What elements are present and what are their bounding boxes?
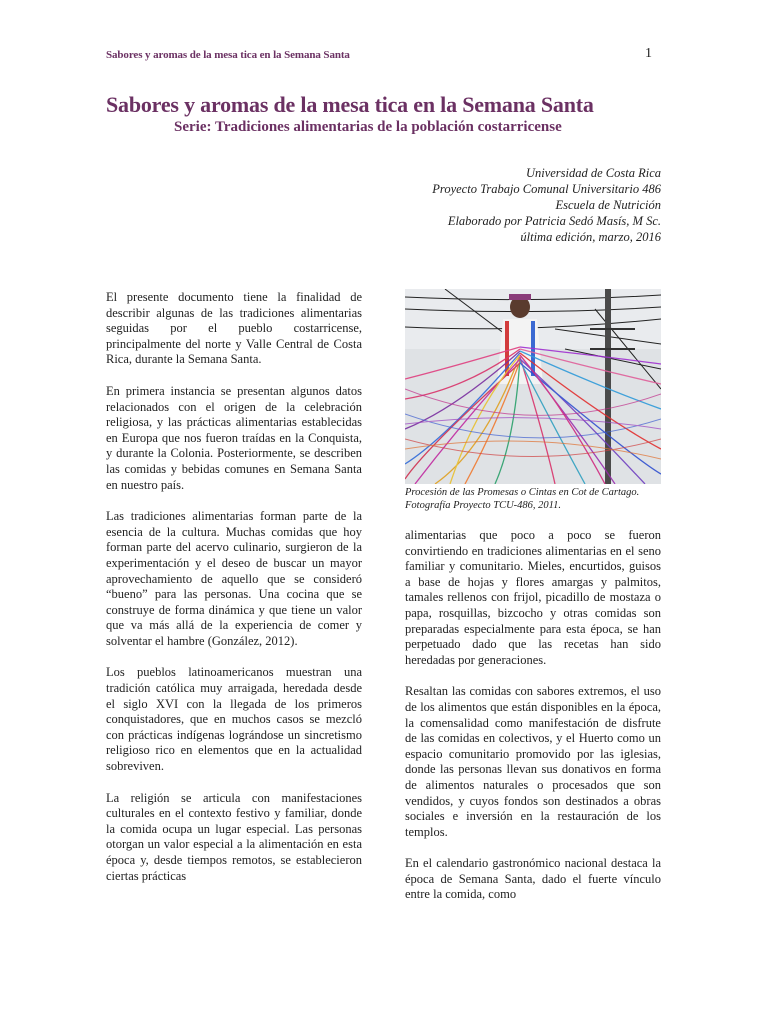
left-column bbox=[106, 290, 362, 900]
paragraph: alimentarias que poco a poco se fueron convirtiendo en tradiciones alimentarias en el seno familiar y comunitario. Mieles, encurtidos, guisos a base de hojas y flores amargas y palmitos, tamales rellenos con frijol, picadillo de mostaza o papa, rosquillas, bizcocho y otras comidas son preparadas especialmente para esta época, se han perpetuado dado que las recetas han sido heredadas por generaciones. bbox=[405, 528, 661, 667]
paragraph: Los pueblos latinoamericanos muestran una tradición católica muy arraigada, heredada desde el siglo XVI con la llegada de los primeros conquistadores, que en muchos casos se mezcló con prácticas indígenas lográndose un sincretismo religioso rico en elementos que en la actualidad sobreviven. bbox=[106, 665, 362, 774]
credit-line: Elaborado por Patricia Sedó Masís, M Sc. bbox=[447, 214, 661, 228]
procession-photo-illustration bbox=[405, 289, 661, 484]
paragraph: La religión se articula con manifestaciones culturales en el contexto festivo y familiar, donde la comida ocupa un lugar especial. Las personas otorgan un valor especial a la alimentación en esta época y, desde tiempos remotos, se establecieron ciertas prácticas bbox=[106, 790, 362, 883]
procession-photo bbox=[405, 289, 661, 484]
running-header: Sabores y aromas de la mesa tica en la Semana Santa bbox=[106, 49, 350, 61]
caption-line: Procesión de las Promesas o Cintas en Cot de Cartago. bbox=[405, 487, 640, 498]
page-number: 1 bbox=[645, 46, 652, 61]
credit-line: última edición, marzo, 2016 bbox=[520, 230, 661, 244]
credit-line: Escuela de Nutrición bbox=[555, 198, 661, 212]
paragraph: El presente documento tiene la finalidad de describir algunas de las tradiciones alimentarias seguidas por el pueblo costarricense, principalmente del norte y Valle Central de Costa Rica, durante la Semana Santa. bbox=[106, 290, 362, 367]
document-title: Sabores y aromas de la mesa tica en la Semana Santa bbox=[106, 92, 594, 117]
credit-line: Universidad de Costa Rica bbox=[525, 166, 661, 180]
credit-line: Proyecto Trabajo Comunal Universitario 486 bbox=[432, 182, 661, 196]
photo-caption bbox=[405, 486, 667, 512]
paragraph: Resaltan las comidas con sabores extremos, el uso de los alimentos que están disponibles en la época, la comensalidad como manifestación de disfrute de las comidas en colectivos, y el Huerto como un espacio comunitario promovido por las iglesias, donde las personas llevan sus donativos en forma de alimentos naturales o procesados que son vendidos, y cuyos fondos son destinados a obras sociales e inversión en la restauración de los templos. bbox=[405, 684, 661, 839]
paragraph: Las tradiciones alimentarias forman parte de la esencia de la cultura. Muchas comidas que hoy forman parte del acervo culinario, surgieron de la experimentación y el deseo de buscar un mayor aprovechamiento de aquello que se consideró “bueno” para las personas. Una cocina que se construye de forma dinámica y que tiene un valor que va más allá de la experiencia de comer y solventar el hambre (González, 2012). bbox=[106, 509, 362, 648]
right-column bbox=[405, 528, 661, 919]
paragraph: En el calendario gastronómico nacional destaca la época de Semana Santa, dado el fuerte vínculo entre la comida, como bbox=[405, 856, 661, 902]
document-subtitle: Serie: Tradiciones alimentarias de la población costarricense bbox=[174, 119, 562, 135]
paragraph: En primera instancia se presentan algunos datos relacionados con el origen de la celebración religiosa, y las prácticas alimentarias establecidas en Europa que nos fueron traídas en la Conquista, y durante la Colonia. Posteriormente, se describen las comidas y bebidas comunes en Semana Santa en nuestro país. bbox=[106, 383, 362, 492]
caption-line: Fotografía Proyecto TCU-486, 2011. bbox=[405, 500, 562, 511]
credits-block bbox=[432, 165, 661, 245]
